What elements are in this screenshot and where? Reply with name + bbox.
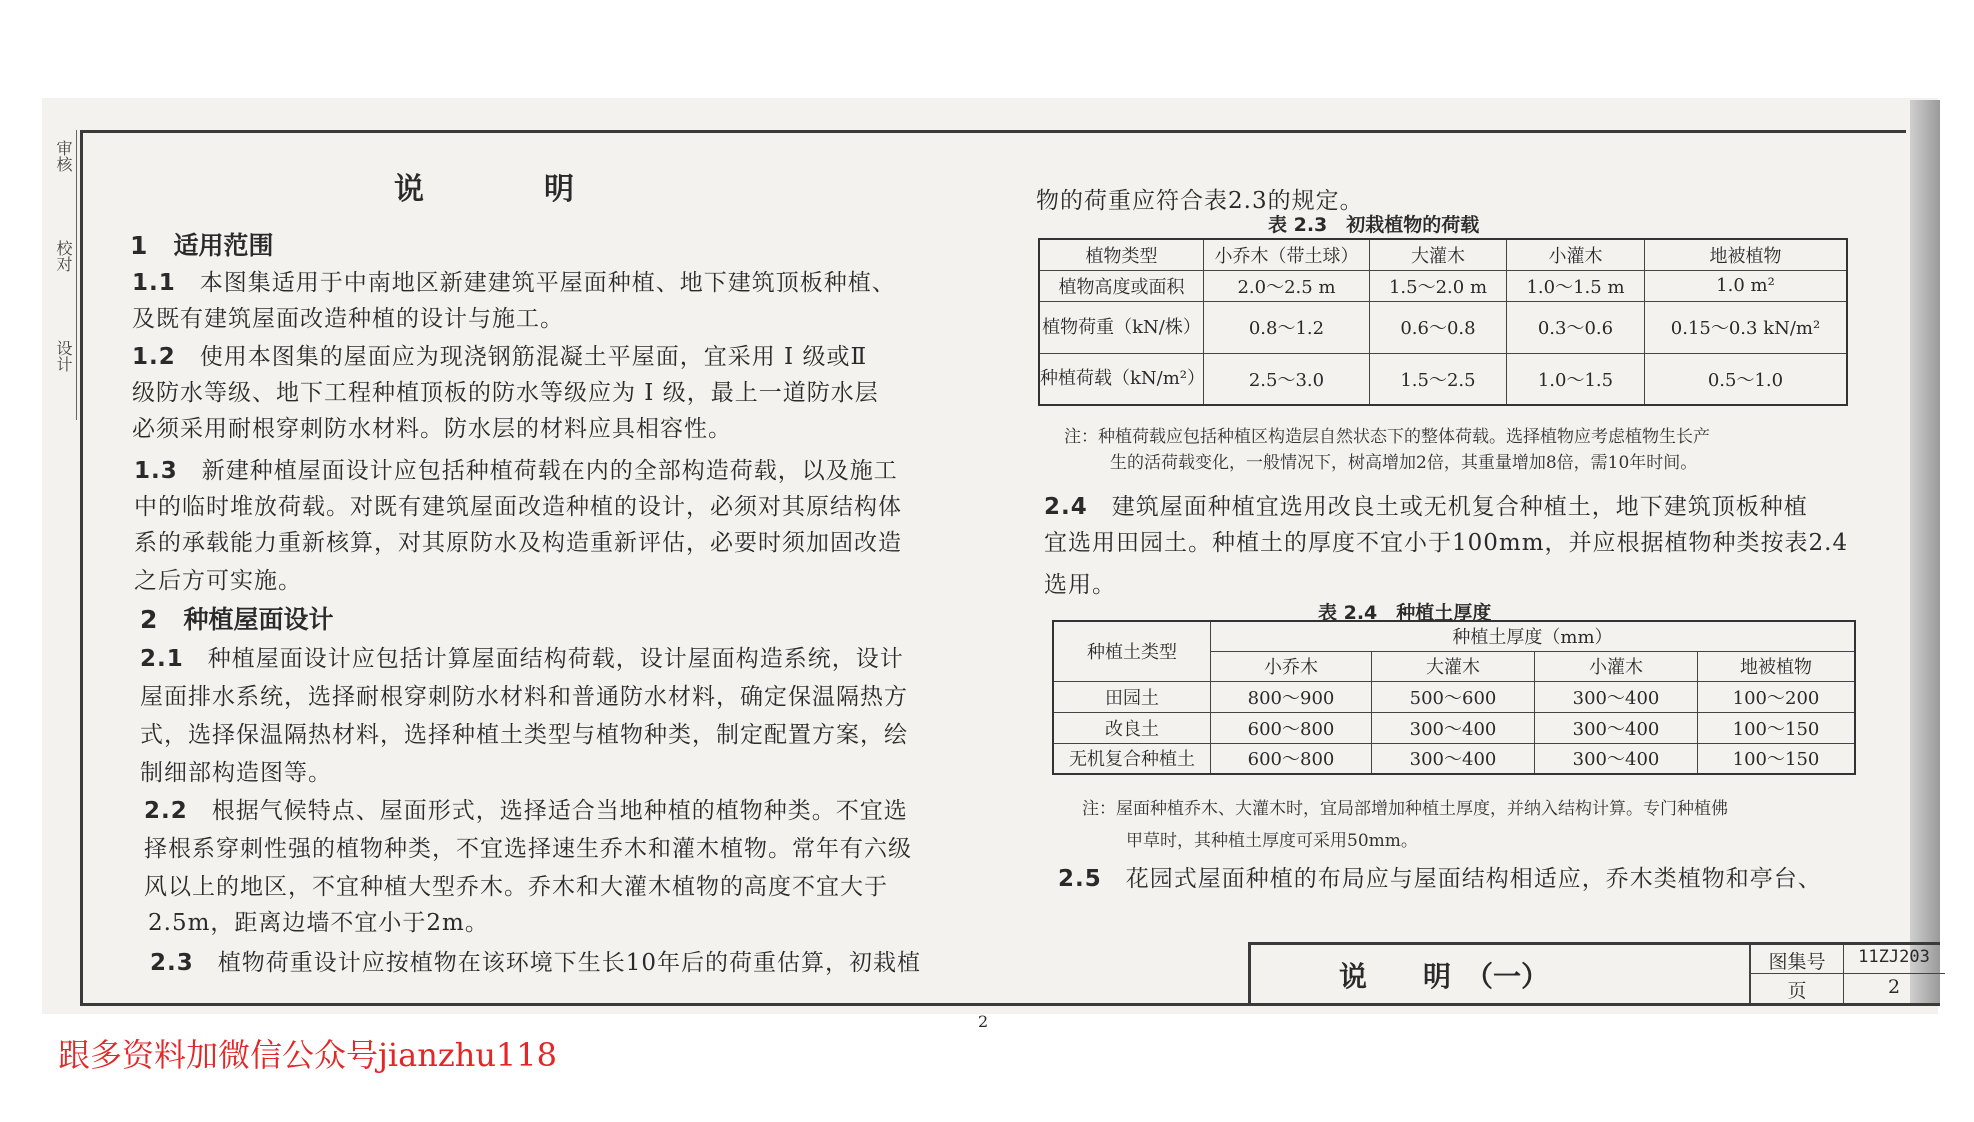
side-label: 审核: [54, 140, 73, 172]
table-2-4-caption: 表 2.4 种植土厚度: [1318, 602, 1492, 624]
paragraph-line: [132, 338, 867, 371]
table-cell: 100～150: [1698, 743, 1856, 774]
title-block-grid: [1749, 945, 1945, 1003]
clause-number: 1.2: [132, 344, 176, 370]
title-block: [1248, 942, 1940, 1006]
table-cell: 100～150: [1698, 712, 1856, 743]
atlas-label: 图集号: [1768, 951, 1826, 973]
table-cell: 2.0～2.5 m: [1204, 270, 1370, 301]
table-note-line: 注：屋面种植乔木、大灌木时，宜局部增加种植土厚度，并纳入结构计算。专门种植佛: [1082, 799, 1728, 819]
table-header-cell: 小乔木（带土球）: [1204, 239, 1370, 270]
watermark-text: 跟多资料加微信公众号jianzhu118: [58, 1036, 558, 1074]
paragraph-line: [150, 944, 921, 977]
table-cell: 300～400: [1372, 712, 1535, 743]
table-header-cell: 小灌木: [1535, 651, 1698, 681]
paragraph-line: 制细部构造图等。: [140, 760, 332, 786]
table-header-cell: 大灌木: [1372, 651, 1535, 681]
table-note-line: 生的活荷载变化，一般情况下，树高增加2倍，其重量增加8倍，需10年时间。: [1110, 453, 1698, 473]
scan-edge: [1910, 100, 1940, 1005]
table-header-cell: 大灌木: [1370, 239, 1507, 270]
section-heading-1: [130, 226, 274, 262]
paragraph-line: 择根系穿刺性强的植物种类，不宜选择速生乔木和灌木植物。常年有六级: [144, 836, 912, 862]
table-cell: 植物荷重（kN/株）: [1039, 301, 1204, 353]
page-label: 页: [1787, 980, 1807, 1002]
table-cell: 1.5～2.0 m: [1370, 270, 1507, 301]
table-row: [1039, 301, 1847, 353]
table-cell: 300～400: [1535, 743, 1698, 774]
paragraph-line: 屋面排水系统，选择耐根穿刺防水材料和普通防水材料，确定保温隔热方: [140, 684, 908, 710]
table-cell: 600～800: [1211, 743, 1372, 774]
paragraph-line: 2.5m，距离边墙不宜小于2m。: [148, 910, 489, 936]
table-cell: 改良土: [1053, 712, 1211, 743]
table-cell: 0.6～0.8: [1370, 301, 1507, 353]
paragraph-line: 中的临时堆放荷载。对既有建筑屋面改造种植的设计，必须对其原结构体: [134, 494, 902, 520]
paragraph-line: 级防水等级、地下工程种植顶板的防水等级应为 Ⅰ 级，最上一道防水层: [132, 380, 879, 406]
side-label: 校对: [54, 240, 73, 272]
clause-text: 种植屋面设计应包括计算屋面结构荷载，设计屋面构造系统，设计: [207, 646, 904, 672]
page-value: 2: [1887, 976, 1901, 998]
page-number: 2: [978, 1012, 989, 1031]
table-header-row: [1053, 621, 1855, 651]
table-cell: 800～900: [1211, 681, 1372, 712]
clause-number: 1.3: [134, 458, 178, 484]
clause-text: 植物荷重设计应按植物在该环境下生长10年后的荷重估算，初栽植: [217, 950, 922, 976]
table-cell: 植物高度或面积: [1039, 270, 1204, 301]
clause-number: 2.3: [150, 950, 194, 976]
table-row: [1039, 353, 1847, 405]
side-signature-strip: [46, 130, 77, 420]
clause-text: 根据气候特点、屋面形式，选择适合当地种植的植物种类。不宜选: [211, 798, 908, 824]
table-cell: 0.15～0.3 kN/m²: [1645, 301, 1848, 353]
clause-text: 本图集适用于中南地区新建建筑平屋面种植、地下建筑顶板种植、: [199, 270, 896, 296]
table-2-4: [1052, 620, 1856, 775]
section-title: 种植屋面设计: [183, 605, 334, 634]
section-heading-2: [140, 600, 334, 636]
paragraph-line: [1044, 488, 1808, 521]
title-block-title: 说 明 （一）: [1339, 960, 1550, 993]
paragraph-line: 之后方可实施。: [134, 568, 302, 594]
table-header-cell: 小灌木: [1507, 239, 1645, 270]
table-group-header: 种植土厚度（mm）: [1211, 621, 1856, 651]
table-cell: 300～400: [1535, 681, 1698, 712]
table-cell: 600～800: [1211, 712, 1372, 743]
clause-text: 建筑屋面种植宜选用改良土或无机复合种植土，地下建筑顶板种植: [1111, 494, 1808, 520]
paragraph-line: 风以上的地区，不宜种植大型乔木。乔木和大灌木植物的高度不宜大于: [144, 874, 888, 900]
table-cell: 300～400: [1535, 712, 1698, 743]
table-cell: 0.8～1.2: [1204, 301, 1370, 353]
section-title: 适用范围: [173, 231, 274, 260]
paragraph-line: [1058, 860, 1822, 893]
paragraph-line: 系的承载能力重新核算，对其原防水及构造重新评估，必要时须加固改造: [134, 530, 902, 556]
table-cell: 田园土: [1053, 681, 1211, 712]
page-title: 说 明: [394, 172, 574, 207]
table-header-cell: 地被植物: [1698, 651, 1856, 681]
paragraph-line: [140, 640, 904, 673]
paragraph-line: 宜选用田园土。种植土的厚度不宜小于100mm，并应根据植物种类按表2.4: [1044, 530, 1849, 556]
paragraph-line: 及既有建筑屋面改造种植的设计与施工。: [132, 306, 564, 332]
table-cell: 1.0 m²: [1645, 270, 1848, 301]
table-cell: 1.0～1.5 m: [1507, 270, 1645, 301]
table-cell: 500～600: [1372, 681, 1535, 712]
table-note-line: 甲草时，其种植土厚度可采用50mm。: [1126, 831, 1418, 851]
clause-number: 2.5: [1058, 866, 1102, 892]
section-number: 1: [130, 231, 148, 260]
table-note-line: 注：种植荷载应包括种植区构造层自然状态下的整体荷载。选择植物应考虑植物生长产: [1064, 427, 1710, 447]
paragraph-line: 物的荷重应符合表2.3的规定。: [1036, 188, 1364, 214]
clause-text: 花园式屋面种植的布局应与屋面结构相适应，乔木类植物和亭台、: [1125, 866, 1822, 892]
clause-number: 2.4: [1044, 494, 1088, 520]
table-cell: 100～200: [1698, 681, 1856, 712]
table-2-3-caption: 表 2.3 初栽植物的荷载: [1268, 214, 1480, 236]
paragraph-line: 必须采用耐根穿刺防水材料。防水层的材料应具相容性。: [132, 416, 732, 442]
clause-text: 使用本图集的屋面应为现浇钢筋混凝土平屋面，宜采用 Ⅰ 级或Ⅱ: [199, 344, 868, 370]
section-number: 2: [140, 605, 158, 634]
side-label: 设计: [54, 340, 73, 372]
paragraph-line: 选用。: [1044, 572, 1116, 598]
table-cell: 0.5～1.0: [1645, 353, 1848, 405]
table-row: [1053, 712, 1855, 743]
atlas-value: 11ZJ203: [1858, 947, 1930, 967]
clause-text: 新建种植屋面设计应包括种植荷载在内的全部构造荷载，以及施工: [201, 458, 898, 484]
table-header-cell: 地被植物: [1645, 239, 1848, 270]
table-cell: 0.3～0.6: [1507, 301, 1645, 353]
table-header-row: [1039, 239, 1847, 270]
paragraph-line: 式，选择保温隔热材料，选择种植土类型与植物种类，制定配置方案，绘: [140, 722, 908, 748]
clause-number: 2.2: [144, 798, 188, 824]
table-corner-cell: 种植土类型: [1053, 621, 1211, 681]
table-cell: 1.0～1.5: [1507, 353, 1645, 405]
paragraph-line: [134, 452, 898, 485]
table-row: [1053, 681, 1855, 712]
table-cell: 300～400: [1372, 743, 1535, 774]
paragraph-line: [144, 792, 908, 825]
table-cell: 2.5～3.0: [1204, 353, 1370, 405]
clause-number: 1.1: [132, 270, 176, 296]
table-row: [1039, 270, 1847, 301]
table-header-cell: 植物类型: [1039, 239, 1204, 270]
clause-number: 2.1: [140, 646, 184, 672]
table-cell: 1.5～2.5: [1370, 353, 1507, 405]
table-2-3: [1038, 238, 1848, 406]
table-cell: 种植荷载（kN/m²）: [1039, 353, 1204, 405]
table-cell: 无机复合种植土: [1053, 743, 1211, 774]
paragraph-line: [132, 264, 896, 297]
table-row: [1053, 743, 1855, 774]
table-header-cell: 小乔木: [1211, 651, 1372, 681]
